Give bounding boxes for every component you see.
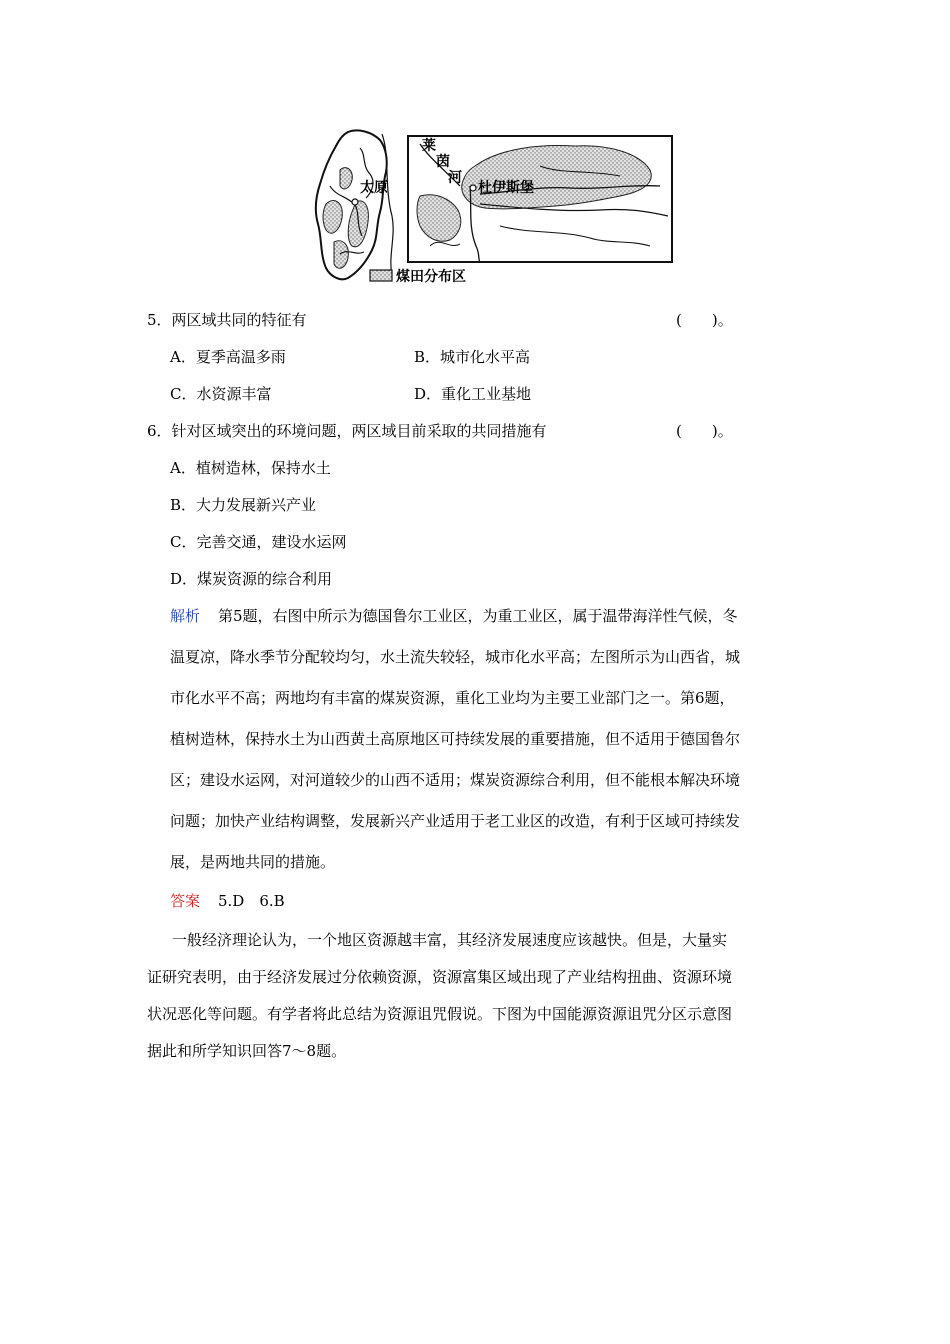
intro-line-2: 证研究表明，由于经济发展过分依赖资源，资源富集区域出现了产业结构扭曲、资源环境 xyxy=(147,968,733,986)
q5-option-a: A．夏季高温多雨 xyxy=(170,348,286,366)
q6-option-b: B．大力发展新兴产业 xyxy=(170,496,317,514)
analysis-label: 解析 xyxy=(170,607,201,625)
legend-swatch xyxy=(370,270,392,281)
ruhr-map xyxy=(408,136,672,262)
duisburg-city-marker xyxy=(470,185,476,191)
intro-line-3: 状况恶化等问题。有学者将此总结为资源诅咒假说。下图为中国能源资源诅咒分区示意图 xyxy=(147,1005,733,1023)
answer-text: 5.D 6.B xyxy=(218,892,285,910)
coal-field-map-figure xyxy=(300,126,680,288)
analysis-line-4: 植树造林，保持水土为山西黄土高原地区可持续发展的重要措施，但不适用于德国鲁尔 xyxy=(170,730,741,748)
answer-label: 答案 xyxy=(170,892,201,910)
duisburg-label: 杜伊斯堡 xyxy=(478,180,534,196)
intro-line-1: 一般经济理论认为，一个地区资源越丰富，其经济发展速度应该越快。但是，大量实 xyxy=(172,931,728,949)
intro-line-4: 据此和所学知识回答7～8题。 xyxy=(147,1042,347,1060)
legend-text: 煤田分布区 xyxy=(396,269,466,285)
q5-option-b: B．城市化水平高 xyxy=(414,348,531,366)
q5-stem: 5．两区域共同的特征有 xyxy=(147,311,307,329)
rhine-label-1: 莱 xyxy=(422,138,436,154)
q5-option-d: D．重化工业基地 xyxy=(414,385,532,403)
taiyuan-city-marker xyxy=(352,199,358,205)
q5-option-c: C．水资源丰富 xyxy=(170,385,272,403)
q6-option-a: A．植树造林，保持水土 xyxy=(170,459,331,477)
coal-field-maps xyxy=(300,126,680,288)
rhine-label-3: 河 xyxy=(448,170,462,186)
shanxi-map xyxy=(316,130,393,280)
q6-stem: 6．针对区域突出的环境问题，两区域目前采取的共同措施有 xyxy=(147,422,547,440)
map-legend xyxy=(370,268,466,285)
analysis-line-6: 问题；加快产业结构调整，发展新兴产业适用于老工业区的改造，有利于区域可持续发 xyxy=(170,812,741,830)
q5-answer-bracket: ( )。 xyxy=(676,311,733,329)
q6-answer-bracket: ( )。 xyxy=(676,422,733,440)
rhine-label-2: 茵 xyxy=(436,154,450,170)
analysis-line-2: 温夏凉，降水季节分配较均匀，水土流失较轻，城市化水平高；左图所示为山西省，城 xyxy=(170,648,741,666)
analysis-line-5: 区；建设水运网，对河道较少的山西不适用；煤炭资源综合利用，但不能根本解决环境 xyxy=(170,771,741,789)
analysis-line-1: 第5题，右图中所示为德国鲁尔工业区，为重工业区，属于温带海洋性气候，冬 xyxy=(218,607,738,625)
q6-option-d: D．煤炭资源的综合利用 xyxy=(170,570,333,588)
taiyuan-label: 太原 xyxy=(360,180,388,196)
analysis-line-3: 市化水平不高；两地均有丰富的煤炭资源，重化工业均为主要工业部门之一。第6题， xyxy=(170,689,735,707)
analysis-line-7: 展，是两地共同的措施。 xyxy=(170,853,336,871)
q6-option-c: C．完善交通，建设水运网 xyxy=(170,533,347,551)
